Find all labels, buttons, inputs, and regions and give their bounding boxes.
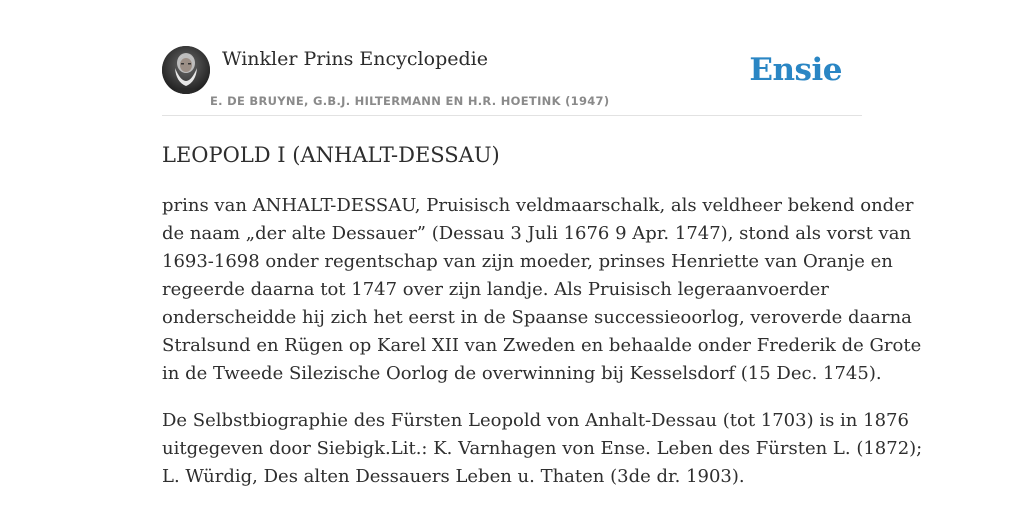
entry-paragraph-2	[162, 407, 923, 491]
avatar-portrait-icon	[162, 46, 210, 94]
site-title[interactable]: Winkler Prins Encyclopedie	[222, 48, 488, 70]
paragraph-line: prins van ANHALT-DESSAU, Pruisisch veldmaarschalk, als veldheer bekend onder	[162, 195, 914, 216]
paragraph-line: Stralsund en Rügen op Karel XII van Zweden en behaalde onder Frederik de Grote	[162, 335, 922, 356]
paragraph-line: uitgegeven door Siebigk.Lit.: K. Varnhagen von Ense. Leben des Fürsten L. (1872);	[162, 438, 923, 459]
brand-logo[interactable]: Ensie	[749, 52, 842, 88]
site-header	[162, 46, 862, 116]
author-avatar[interactable]	[162, 46, 210, 94]
entry-body	[162, 192, 923, 510]
paragraph-line: onderscheidde hij zich het eerst in de Spaanse successieoorlog, veroverde daarna	[162, 307, 912, 328]
authors-credit: E. DE BRUYNE, G.B.J. HILTERMANN EN H.R. HOETINK (1947)	[210, 94, 610, 108]
paragraph-line: regeerde daarna tot 1747 over zijn landje. Als Pruisisch legeraanvoerder	[162, 279, 829, 300]
entry-title: LEOPOLD I (ANHALT-DESSAU)	[162, 143, 500, 167]
paragraph-line: de naam „der alte Dessauer” (Dessau 3 Juli 1676 9 Apr. 1747), stond als vorst van	[162, 223, 912, 244]
paragraph-line: 1693-1698 onder regentschap van zijn moeder, prinses Henriette van Oranje en	[162, 251, 893, 272]
paragraph-line: L. Würdig, Des alten Dessauers Leben u. Thaten (3de dr. 1903).	[162, 466, 745, 487]
paragraph-line: De Selbstbiographie des Fürsten Leopold von Anhalt-Dessau (tot 1703) is in 1876	[162, 410, 909, 431]
paragraph-line: in de Tweede Silezische Oorlog de overwinning bij Kesselsdorf (15 Dec. 1745).	[162, 363, 882, 384]
entry-paragraph-1	[162, 192, 922, 388]
